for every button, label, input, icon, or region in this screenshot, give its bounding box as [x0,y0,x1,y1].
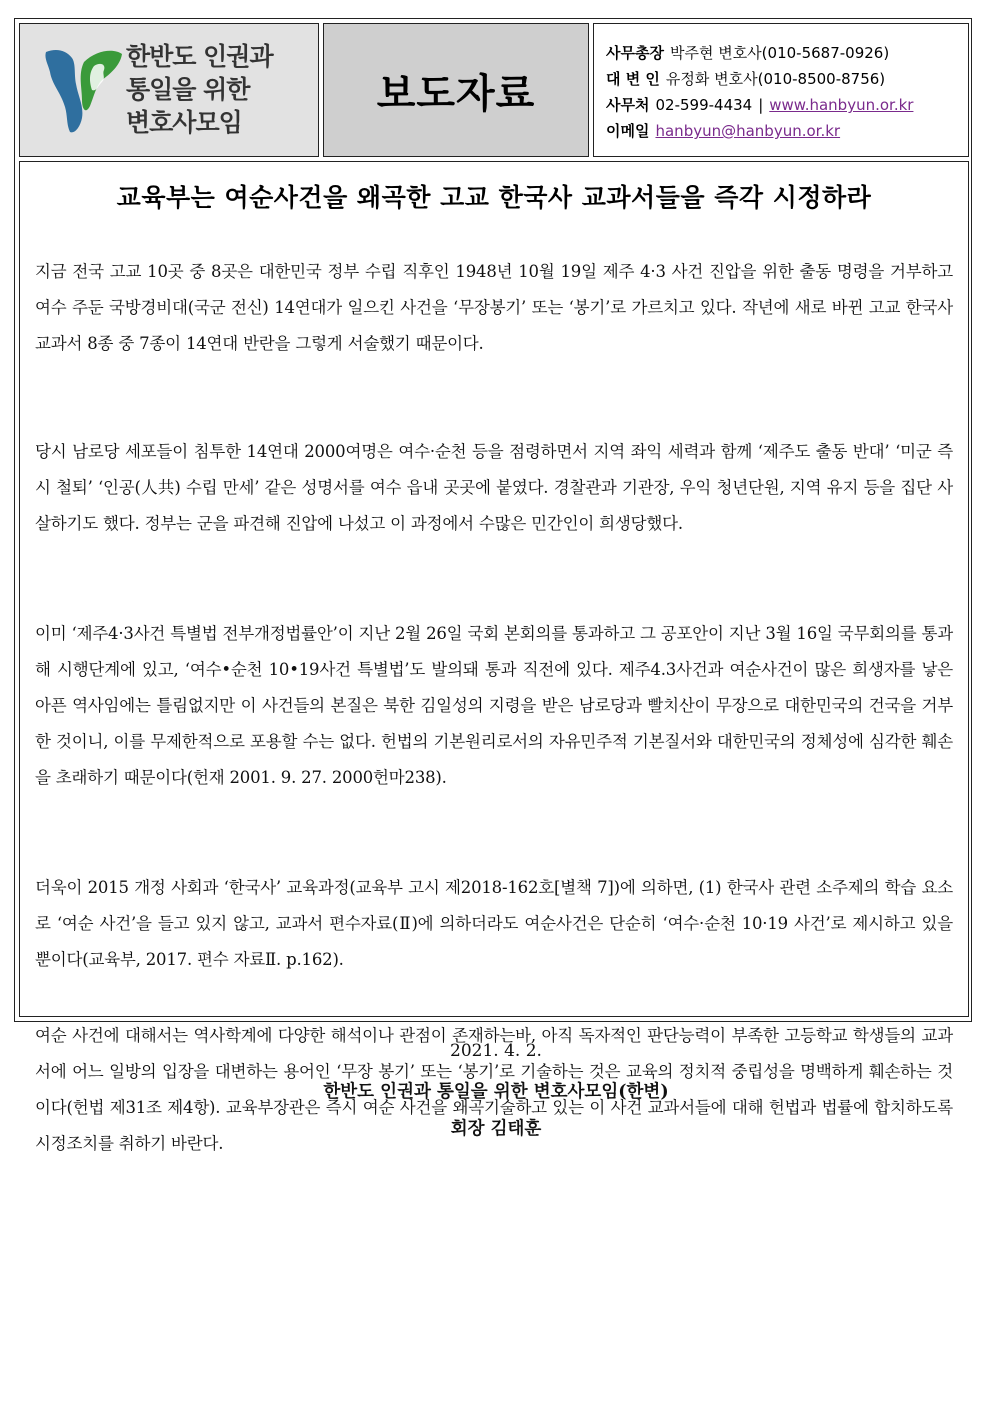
email-link[interactable]: hanbyun@hanbyun.or.kr [655,122,841,140]
paragraph-4: 더욱이 2015 개정 사회과 ‘한국사’ 교육과정(교육부 고시 제2018-162호[별책 7])에 의하면, (1) 한국사 관련 소주제의 학습 요소로 ‘여순 사건’을 들고 있지 않고, 교과서 편수자료(Ⅱ)에 의하더라도 여순사건은 단순히 ‘여수·순천 10·19 사건’로 제시하고 있을 뿐이다(교육부, 2017. 편수 자료Ⅱ. p.162). [35,878,953,969]
spokesperson-label: 대 변 인 [606,70,660,88]
signature-organization: 한반도 인권과 통일을 위한 변호사모임(한변) [323,1082,669,1102]
office-label: 사무처 [606,96,650,114]
headline: 교육부는 여순사건을 왜곡한 고교 한국사 교과서들을 즉각 시정하라 [116,183,872,212]
contact-info [606,40,913,144]
paragraph-3: 이미 ‘제주4·3사건 특별법 전부개정법률안’이 지난 2월 26일 국회 본회의를 통과하고 그 공포안이 지난 3월 16일 국무회의를 통과해 시행단계에 있고, ‘여수•순천 10•19사건 특별법’도 발의돼 통과 직전에 있다. 제주4.3사건과 여순사건이 많은 희생자를 낳은 아픈 역사임에는 틀림없지만 이 사건들의 본질은 북한 김일성의 지령을 받은 남로당과 빨치산이 무장으로 대한민국의 건국을 거부한 것이니, 이를 무제한적으로 포용할 수는 없다. 헌법의 기본원리로서의 자유민주적 기본질서와 대한민국의 정체성에 심각한 훼손을 초래하기 때문이다(헌재 2001. 9. 27. 2000헌마238). [35,624,953,787]
contact-office [606,92,913,118]
office-phone: 02-599-4434 [655,96,753,114]
contact-email [606,118,913,144]
office-separator: | [758,96,764,114]
spokesperson-value: 유정화 변호사(010-8500-8756) [665,70,886,88]
contact-spokesperson [606,66,913,92]
paragraph-5: 여순 사건에 대해서는 역사학계에 다양한 해석이나 관점이 존재하는바, 아직 독자적인 판단능력이 부족한 고등학교 학생들의 교과서에 어느 일방의 입장을 대변하는 용어인 ‘무장 봉기’ 또는 ‘봉기’로 기술하는 것은 교육의 정치적 중립성을 명백하게 훼손하는 것이다(헌법 제31조 제4항). 교육부장관은 즉시 여순 사건을 왜곡기술하고 있는 이 사건 교과서들에 대해 헌법과 법률에 합치하도록 시정조치를 취하기 바란다. [35,1026,953,1153]
doc-type-title: 보도자료 [376,70,536,117]
website-link[interactable]: www.hanbyun.or.kr [769,96,914,114]
contact-secretary-general [606,40,913,66]
korea-peninsula-logo-icon [44,44,124,136]
signature-president: 회장 김태훈 [450,1119,542,1139]
paragraph-2: 당시 남로당 세포들이 침투한 14연대 2000여명은 여수·순천 등을 점령하면서 지역 좌익 세력과 함께 ‘제주도 출동 반대’ ‘미군 즉시 철퇴’ ‘인공(人共) 수립 만세’ 같은 성명서를 여수 읍내 곳곳에 붙였다. 경찰관과 기관장, 우익 청년단원, 지역 유지 등을 집단 사살하기도 했다. 정부는 군을 파견해 진압에 나섰고 이 과정에서 수많은 민간인이 희생당했다. [35,442,953,533]
paragraph-1: 지금 전국 고교 10곳 중 8곳은 대한민국 정부 수립 직후인 1948년 10월 19일 제주 4·3 사건 진압을 위한 출동 명령을 거부하고 여수 주둔 국방경비대(국군 전신) 14연대가 일으킨 사건을 ‘무장봉기’ 또는 ‘봉기’로 가르치고 있다. 작년에 새로 바뀐 고교 한국사 교과서 8종 중 7종이 14연대 반란을 그렇게 서술했기 때문이다. [35,262,953,353]
doc-type-cell [323,23,589,157]
logo-line-3: 변호사모임 [126,108,242,137]
secretary-general-label: 사무총장 [606,44,664,62]
logo-wordmark [126,40,273,139]
secretary-general-value: 박주현 변호사(010-5687-0926) [669,44,890,62]
logo-line-1: 한반도 인권과 [126,42,273,71]
contact-cell [593,23,969,157]
email-label: 이메일 [606,122,650,140]
logo-line-2: 통일을 위한 [126,75,250,104]
logo-cell [19,23,319,157]
signature-date: 2021. 4. 2. [450,1041,542,1061]
